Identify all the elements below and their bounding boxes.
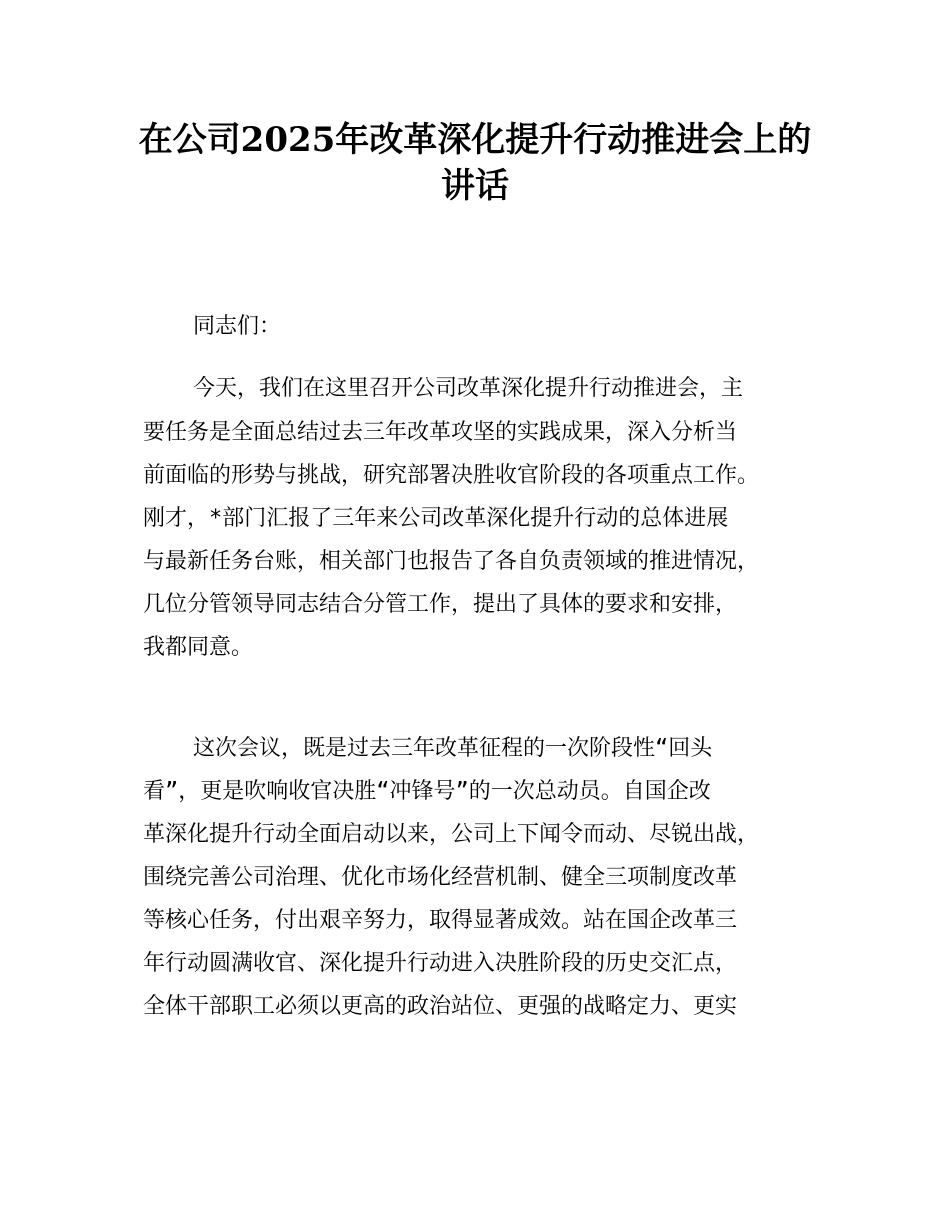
paragraph-2-line: 年行动圆满收官、深化提升行动进入决胜阶段的历史交汇点， — [143, 951, 738, 976]
paragraph-2-line: 看”，更是吹响收官决胜“冲锋号”的一次总动员。自国企改 — [143, 779, 711, 804]
paragraph-2-line: 等核心任务，付出艰辛努力，取得显著成效。站在国企改革三 — [143, 908, 738, 933]
paragraph-1-line: 前面临的形势与挑战，研究部署决胜收官阶段的各项重点工作。 — [143, 463, 760, 488]
paragraph-1-line: 几位分管领导同志结合分管工作，提出了具体的要求和安排， — [143, 592, 738, 617]
paragraph-2-line: 这次会议，既是过去三年改革征程的一次阶段性“回头 — [193, 736, 713, 761]
paragraph-2-line: 全体干部职工必须以更高的政治站位、更强的战略定力、更实 — [143, 994, 738, 1019]
salutation: 同志们： — [193, 314, 282, 339]
paragraph-1-line: 我都同意。 — [143, 635, 254, 660]
paragraph-1-line: 要任务是全面总结过去三年改革攻坚的实践成果，深入分析当 — [143, 420, 738, 445]
document-title-line-1: 在公司2025年改革深化提升行动推进会上的 — [138, 120, 812, 160]
paragraph-2-line: 围绕完善公司治理、优化市场化经营机制、健全三项制度改革 — [143, 865, 738, 890]
paragraph-1-line: 与最新任务台账，相关部门也报告了各自负责领域的推进情况， — [143, 549, 760, 574]
document-title-line-2: 讲话 — [441, 166, 509, 206]
paragraph-1-line: 刚才，*部门汇报了三年来公司改革深化提升行动的总体进展 — [143, 506, 729, 531]
paragraph-2-line: 革深化提升行动全面启动以来，公司上下闻令而动、尽锐出战， — [143, 822, 760, 847]
paragraph-1-line: 今天，我们在这里召开公司改革深化提升行动推进会，主 — [193, 376, 744, 401]
